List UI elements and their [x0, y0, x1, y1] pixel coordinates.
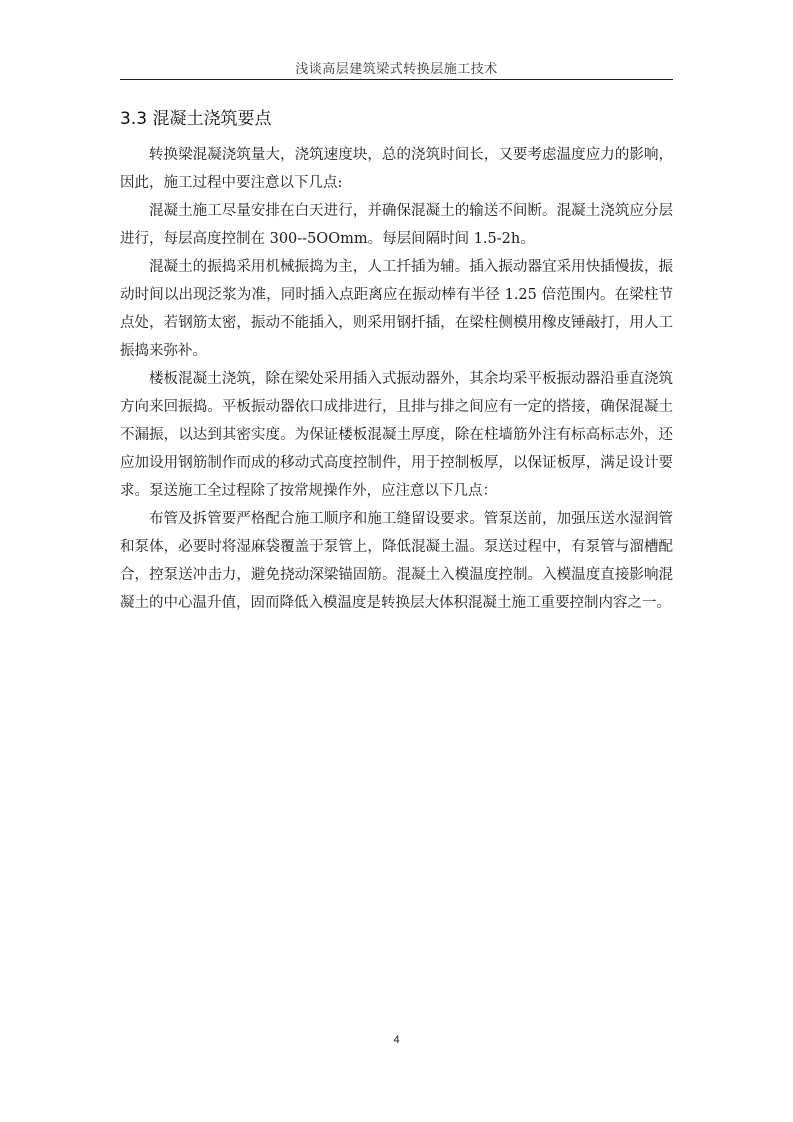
page-number: 4 — [393, 1034, 400, 1046]
running-header: 浅谈高层建筑梁式转换层施工技术 — [295, 62, 498, 77]
body-text — [120, 141, 673, 617]
paragraph-vibration: 混凝土的振捣采用机械振捣为主，人工扦插为辅。插入振动器宜采用快插慢拔，振动时间以出现泛浆为准，同时插入点距离应在振动棒有半径 1.25 倍范围内。在梁柱节点处，若钢筋太密，振动不能插入，则采用钢扦插，在梁柱侧模用橡皮锤敲打，用人工振捣来弥补。 — [120, 259, 673, 359]
paragraph-intro: 转换梁混凝浇筑量大，浇筑速度块，总的浇筑时间长，又要考虑温度应力的影响，因此，施工过程中要注意以下几点: — [120, 147, 673, 191]
header-divider — [120, 79, 673, 80]
paragraph-layering: 混凝土施工尽量安排在白天进行，并确保混凝土的输送不间断。混凝土浇筑应分层进行，每层高度控制在 300--5OOmm。每层间隔时间 1.5-2h。 — [120, 203, 673, 247]
section-heading: 3.3 混凝土浇筑要点 — [120, 109, 272, 129]
paragraph-slab-pouring: 楼板混凝土浇筑，除在梁处采用插入式振动器外，其余均采平板振动器沿垂直浇筑方向来回振捣。平板振动器依口成排进行，且排与排之间应有一定的搭接，确保混凝土不漏振，以达到其密实度。为保证楼板混凝土厚度，除在柱墙筋外注有标高标志外，还应加设用钢筋制作而成的移动式高度控制件，用于控制板厚，以保证板厚，满足设计要求。泵送施工全过程除了按常规操作外，应注意以下几点： — [120, 371, 673, 499]
paragraph-pumping: 布管及拆管要严格配合施工顺序和施工缝留设要求。管泵送前，加强压送水湿润管和泵体，必要时将湿麻袋覆盖于泵管上，降低混凝土温。泵送过程中，有泵管与溜槽配合，控泵送冲击力，避免挠动深梁锚固筋。混凝土入模温度控制。入模温度直接影响混凝土的中心温升值，固而降低入模温度是转换层大体积混凝土施工重要控制内容之一。 — [120, 511, 673, 611]
